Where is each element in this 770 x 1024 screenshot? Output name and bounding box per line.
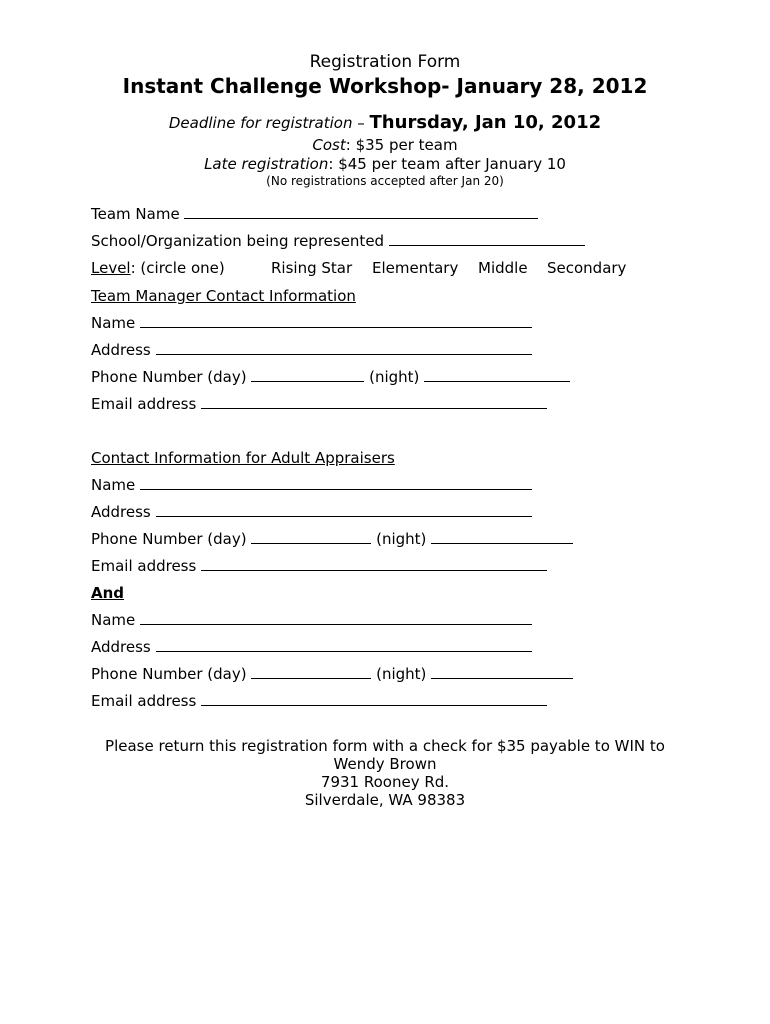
recipient-name: Wendy Brown bbox=[333, 755, 437, 773]
level-option-middle[interactable]: Middle bbox=[478, 259, 528, 277]
late-value: : $45 per team after January 10 bbox=[328, 155, 566, 173]
form-label: Registration Form bbox=[309, 52, 461, 72]
manager-address-label: Address bbox=[91, 341, 151, 359]
appraiser2-phone-row bbox=[91, 665, 573, 683]
deadline-dash: – bbox=[352, 114, 370, 132]
late-label: Late registration bbox=[204, 155, 329, 173]
appraiser1-phone-night-field[interactable] bbox=[431, 530, 573, 544]
appraiser1-email-row bbox=[91, 557, 547, 575]
appraiser2-email-label: Email address bbox=[91, 692, 197, 710]
manager-phone-day-label: Phone Number (day) bbox=[91, 368, 247, 386]
appraiser1-phone-row bbox=[91, 530, 573, 548]
appraiser1-email-field[interactable] bbox=[201, 557, 547, 571]
appraiser1-phone-night-label: (night) bbox=[376, 530, 427, 548]
appraiser1-address-label: Address bbox=[91, 503, 151, 521]
cost-line bbox=[0, 136, 770, 154]
level-option-secondary[interactable]: Secondary bbox=[547, 259, 627, 277]
appraiser2-phone-day-field[interactable] bbox=[251, 665, 371, 679]
appraiser1-phone-day-label: Phone Number (day) bbox=[91, 530, 247, 548]
manager-name-label: Name bbox=[91, 314, 136, 332]
registration-note: (No registrations accepted after Jan 20) bbox=[266, 174, 504, 188]
school-row bbox=[91, 232, 585, 250]
page-title: Instant Challenge Workshop- January 28, 2012 bbox=[122, 74, 648, 98]
school-label: School/Organization being represented bbox=[91, 232, 385, 250]
manager-phone-night-label: (night) bbox=[369, 368, 420, 386]
appraiser2-phone-day-label: Phone Number (day) bbox=[91, 665, 247, 683]
recipient-street: 7931 Rooney Rd. bbox=[320, 773, 450, 791]
school-field[interactable] bbox=[389, 232, 585, 246]
appraiser1-name-label: Name bbox=[91, 476, 136, 494]
manager-phone-night-field[interactable] bbox=[424, 368, 570, 382]
manager-phone-day-field[interactable] bbox=[251, 368, 364, 382]
team-name-label: Team Name bbox=[91, 205, 180, 223]
deadline-line bbox=[0, 112, 770, 133]
manager-email-field[interactable] bbox=[201, 395, 547, 409]
appraiser2-address-row bbox=[91, 638, 532, 656]
late-registration-line bbox=[0, 155, 770, 173]
team-name-field[interactable] bbox=[184, 205, 538, 219]
level-label: Level bbox=[91, 259, 131, 277]
appraiser1-phone-day-field[interactable] bbox=[251, 530, 371, 544]
team-name-row bbox=[91, 205, 538, 223]
level-row bbox=[91, 259, 651, 277]
appraiser1-name-field[interactable] bbox=[140, 476, 532, 490]
appraiser2-name-field[interactable] bbox=[140, 611, 532, 625]
manager-phone-row bbox=[91, 368, 570, 386]
appraiser2-phone-night-label: (night) bbox=[376, 665, 427, 683]
manager-heading: Team Manager Contact Information bbox=[91, 287, 356, 305]
appraiser1-name-row bbox=[91, 476, 532, 494]
manager-email-row bbox=[91, 395, 547, 413]
appraiser1-address-field[interactable] bbox=[156, 503, 532, 517]
appraiser1-email-label: Email address bbox=[91, 557, 197, 575]
appraiser1-address-row bbox=[91, 503, 532, 521]
appraiser2-phone-night-field[interactable] bbox=[431, 665, 573, 679]
deadline-label: Deadline for registration bbox=[168, 114, 353, 132]
appraiser2-email-row bbox=[91, 692, 547, 710]
appraisers-heading: Contact Information for Adult Appraisers bbox=[91, 449, 395, 467]
level-option-elementary[interactable]: Elementary bbox=[372, 259, 459, 277]
level-hint: : (circle one) bbox=[130, 259, 225, 277]
appraiser2-email-field[interactable] bbox=[201, 692, 547, 706]
deadline-value: Thursday, Jan 10, 2012 bbox=[369, 112, 602, 133]
appraiser2-name-label: Name bbox=[91, 611, 136, 629]
manager-email-label: Email address bbox=[91, 395, 197, 413]
return-instructions: Please return this registration form with a check for $35 payable to WIN to bbox=[105, 737, 665, 755]
appraiser2-name-row bbox=[91, 611, 532, 629]
manager-name-field[interactable] bbox=[140, 314, 532, 328]
recipient-city: Silverdale, WA 98383 bbox=[304, 791, 466, 809]
cost-value: : $35 per team bbox=[345, 136, 458, 154]
appraiser2-address-label: Address bbox=[91, 638, 151, 656]
appraiser2-address-field[interactable] bbox=[156, 638, 532, 652]
manager-address-row bbox=[91, 341, 532, 359]
cost-label: Cost bbox=[312, 136, 346, 154]
manager-address-field[interactable] bbox=[156, 341, 532, 355]
level-option-rising-star[interactable]: Rising Star bbox=[271, 259, 353, 277]
manager-name-row bbox=[91, 314, 532, 332]
and-label: And bbox=[91, 584, 125, 602]
